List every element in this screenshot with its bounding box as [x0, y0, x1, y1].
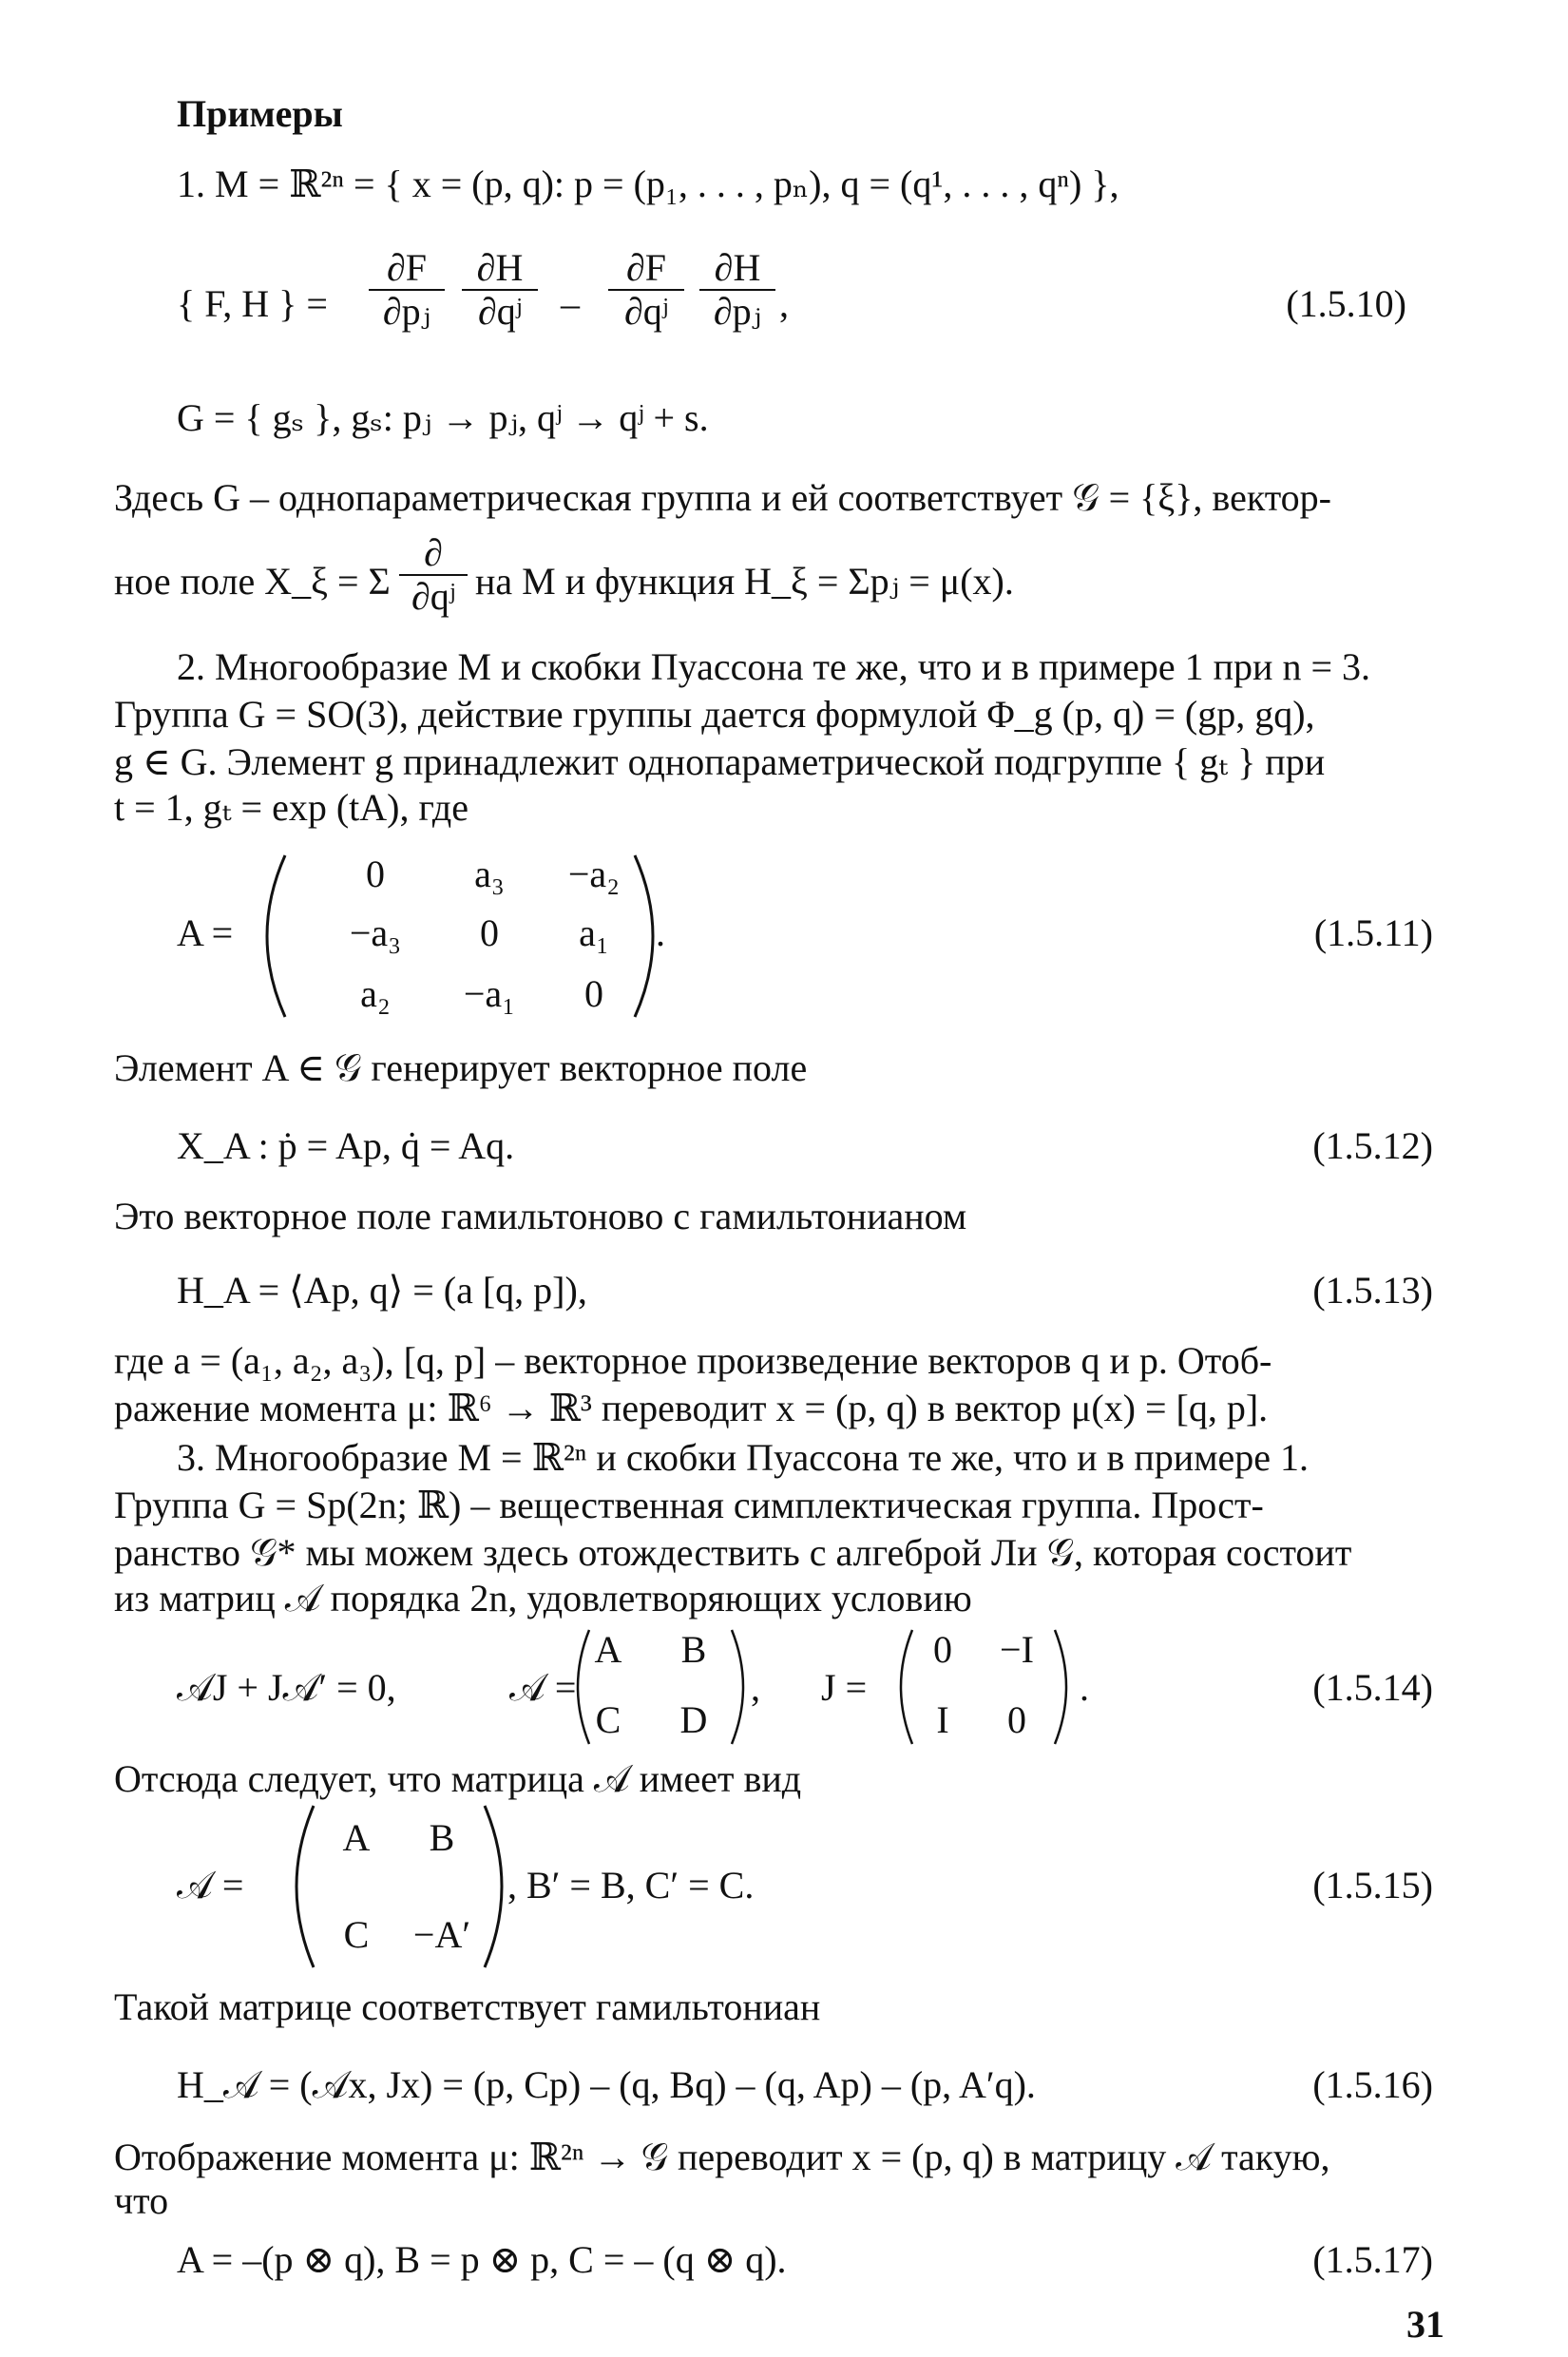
frac-den: ∂qʲ [478, 290, 522, 333]
matrix-cell: A [594, 1628, 622, 1671]
matrix-cell: a₃ [474, 853, 505, 895]
eq15-rhs: , B′ = B, C′ = C. [507, 1864, 755, 1907]
eq15-lhs: 𝒜 = [177, 1864, 244, 1907]
frac-num: ∂F [369, 247, 445, 291]
left-paren-icon [267, 855, 285, 1017]
matrix-hamiltonian-text: Такой матрице соответствует гамильтониан [114, 1985, 821, 2028]
matrix-cell: a₁ [579, 911, 609, 954]
matrix-A-lhs: A = [177, 911, 234, 954]
frac-den: ∂pⱼ [382, 290, 431, 333]
equation-number: (1.5.16) [1312, 2063, 1433, 2106]
matrix-cell: −a₂ [567, 853, 621, 895]
frac-den: ∂pⱼ [713, 290, 762, 333]
matrix-cell: A [342, 1816, 371, 1859]
period: . [1080, 1666, 1089, 1709]
vector-field-eq: X_A : ṗ = Ap, q̇ = Aq. [177, 1124, 515, 1167]
matrix-cell: 0 [1007, 1698, 1026, 1741]
ex3-line1: 3. Многообразие M = ℝ²ⁿ и скобки Пуассона те же, что и в примере 1. [177, 1436, 1310, 1479]
frac-num: ∂ [399, 532, 468, 576]
matrix-cell: 0 [584, 972, 603, 1015]
matrix-cell: C [595, 1698, 621, 1741]
period: . [656, 911, 665, 954]
eq14-part-a: 𝒜J + J𝒜′ = 0, [177, 1666, 396, 1709]
equation-number: (1.5.14) [1312, 1666, 1433, 1709]
matrix-cell: I [936, 1698, 949, 1741]
equation-number: (1.5.12) [1312, 1124, 1433, 1167]
minus-sign: – [561, 282, 580, 325]
equation-number: (1.5.13) [1312, 1269, 1433, 1312]
poisson-bracket-lhs: { F, H } = [177, 282, 328, 325]
frac-num: ∂H [699, 247, 775, 291]
right-paren-icon [485, 1806, 502, 1967]
section-heading: Примеры [177, 92, 343, 135]
matrix-cell: 0 [480, 911, 499, 954]
ex3-line2: Группа G = Sp(2n; ℝ) – вещественная симплектическая группа. Прост- [114, 1484, 1264, 1526]
matrix-cell: B [680, 1628, 707, 1671]
matrix-cell: −I [1000, 1628, 1034, 1671]
ex3-line3: ранство 𝒢* мы можем здесь отождествить с алгеброй Ли 𝒢, которая состоит [114, 1531, 1352, 1574]
ex2-line2: Группа G = SO(3), действие группы дается формулой Φ_g (p, q) = (gp, gq), [114, 693, 1315, 736]
eq14-part-b: 𝒜 = [509, 1666, 577, 1709]
ex2-line3: g ∈ G. Элемент g принадлежит однопараметрической подгруппе { gₜ } при [114, 740, 1326, 783]
frac-den: ∂qʲ [624, 290, 668, 333]
matrix-cell: 0 [366, 853, 385, 895]
equation-number: (1.5.17) [1312, 2238, 1433, 2281]
matrix-cell: −a₁ [463, 972, 516, 1015]
equation-number: (1.5.15) [1312, 1864, 1433, 1907]
ex1-line1: 1. M = ℝ²ⁿ = { x = (p, q): p = (p₁, . . . , pₙ), q = (q¹, . . . , qⁿ) }, [177, 163, 1119, 205]
matrix-cell: −a₃ [349, 911, 402, 954]
ex1-text1: Здесь G – однопараметрическая группа и ей соответствует 𝒢 = {ξ}, вектор- [114, 476, 1331, 519]
frac-num: ∂H [462, 247, 538, 291]
moment-map-line2: что [114, 2179, 169, 2222]
equation-number: (1.5.11) [1313, 911, 1433, 954]
ex1-text2b: на M и функция H_ξ = Σpⱼ = μ(x). [475, 560, 1014, 603]
eq14-part-d: J = [821, 1666, 868, 1709]
where-line2: ражение момента μ: ℝ⁶ → ℝ³ переводит x = (p, q) в вектор μ(x) = [q, p]. [114, 1387, 1269, 1429]
ex2-line1: 2. Многообразие M и скобки Пуассона те же, что и в примере 1 при n = 3. [177, 645, 1371, 688]
comma: , [751, 1666, 760, 1709]
matrix-cell: C [343, 1913, 370, 1956]
moment-map-line1: Отображение момента μ: ℝ²ⁿ → 𝒢 переводит x = (p, q) в матрицу 𝒜 такую, [114, 2136, 1330, 2178]
eq16: H_𝒜 = (𝒜x, Jx) = (p, Cp) – (q, Bq) – (q, Ap) – (p, A′q). [177, 2063, 1036, 2106]
left-paren-icon [296, 1806, 314, 1967]
equation-number: (1.5.10) [1286, 282, 1406, 325]
right-paren-icon [1055, 1630, 1066, 1744]
matrix-cell: −A′ [412, 1913, 471, 1956]
frac-den: ∂qʲ [411, 575, 455, 618]
right-paren-icon [732, 1630, 743, 1744]
ex1-text2a: ное поле X_ξ = Σ [114, 560, 391, 603]
ex2-line4: t = 1, gₜ = exp (tA), где [114, 786, 469, 829]
group-definition: G = { gₛ }, gₛ: pⱼ → pⱼ, qʲ → qʲ + s. [177, 396, 709, 439]
matrix-cell: 0 [933, 1628, 952, 1671]
hamiltonian-eq: H_A = ⟨Ap, q⟩ = (a [q, p]), [177, 1269, 587, 1312]
element-text: Элемент A ∈ 𝒢 генерирует векторное поле [114, 1046, 808, 1089]
follows-text: Отсюда следует, что матрица 𝒜 имеет вид [114, 1757, 802, 1800]
page-number: 31 [1406, 2303, 1444, 2346]
matrix-cell: D [679, 1698, 708, 1741]
frac-num: ∂F [608, 247, 684, 291]
ex3-line4: из матриц 𝒜 порядка 2n, удовлетворяющих условию [114, 1577, 972, 1619]
eq17: A = –(p ⊗ q), B = p ⊗ p, C = – (q ⊗ q). [177, 2238, 787, 2281]
where-line1: где a = (a₁, a₂, a₃), [q, p] – векторное произведение векторов q и p. Отоб- [114, 1339, 1272, 1382]
comma: , [779, 282, 789, 325]
matrix-cell: B [429, 1816, 455, 1859]
matrix-cell: a₂ [360, 972, 391, 1015]
hamiltonian-text: Это векторное поле гамильтоново с гамильтонианом [114, 1195, 967, 1237]
